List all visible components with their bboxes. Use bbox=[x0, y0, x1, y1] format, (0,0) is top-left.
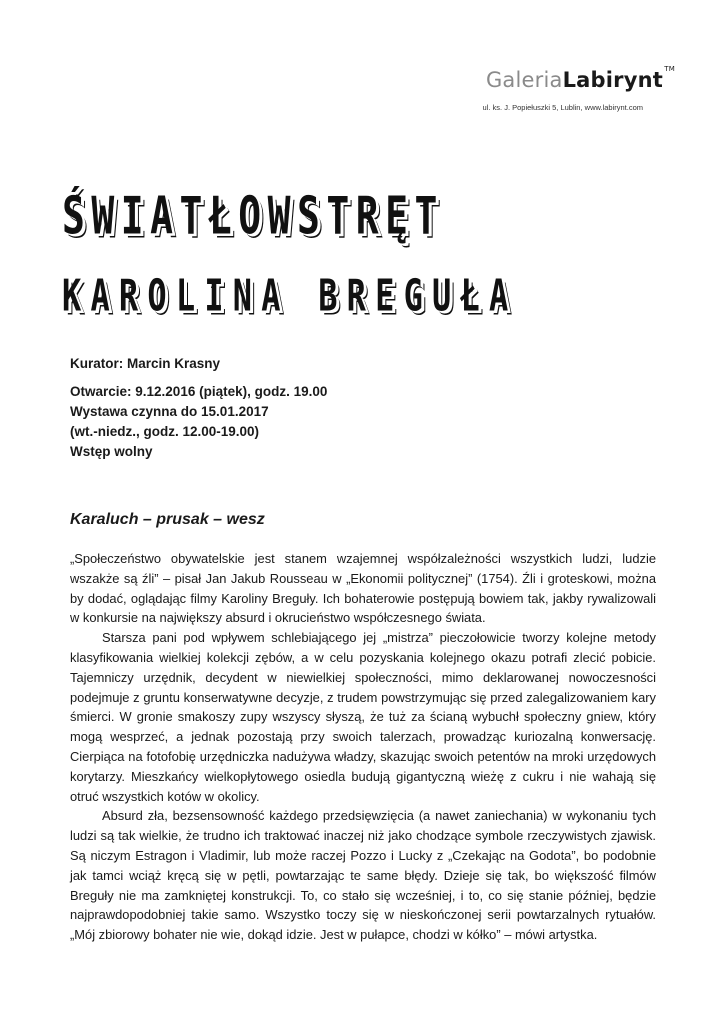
article-subtitle: Karaluch – prusak – wesz bbox=[70, 511, 265, 528]
open-until-line: Wystawa czynna do 15.01.2017 bbox=[70, 404, 269, 419]
admission-line: Wstęp wolny bbox=[70, 444, 153, 459]
gallery-address: ul. ks. J. Popiełuszki 5, Lublin, www.labirynt.com bbox=[482, 103, 643, 112]
trademark-sign: TM bbox=[664, 65, 675, 73]
info-spacer bbox=[70, 374, 327, 382]
article-body bbox=[70, 549, 656, 945]
exhibition-info bbox=[70, 354, 327, 462]
logo-text-labirynt: Labirynt bbox=[562, 68, 663, 92]
exhibition-title: ŚWIATŁOWSTRĘT bbox=[62, 186, 444, 246]
paragraph: Starsza pani pod wpływem schlebiającego jej „mistrza” pieczołowicie tworzy kolejne metody klasyfikowania wielkiej kolekcji zębów, a w celu pozyskania kolejnego okazu potrafi zlecić pobicie. Tajemniczy urzędnik, decydent w niewielkiej społeczności, mimo deklarowanej nowoczesności podejmuje z gruntu konserwatywne decyzje, z trudem powstrzymując się przed zalegalizowaniem kary śmierci. W gronie smakoszy zupy wszyscy słyszą, że tuż za ścianą wybuchł społeczny gniew, który mogą wesprzeć, a jednak pozostają przy swoich talerzach, prowadząc kuriozalną konwersację. Cierpiąca na fotofobię urzędniczka nadużywa władzy, skazując swoich petentów na mroki urzędowych korytarzy. Mieszkańcy wielkopłytowego osiedla budują gigantyczną wieżę z cukru i nie wahają się otruć wszystkich kotów w okolicy. bbox=[70, 630, 656, 804]
artist-name: KAROLINA BREGUŁA bbox=[62, 270, 518, 322]
gallery-logo bbox=[485, 65, 675, 92]
curator-line: Kurator: Marcin Krasny bbox=[70, 356, 221, 371]
paragraph: „Społeczeństwo obywatelskie jest stanem wzajemnej współzależności wszystkich ludzi, ludzie wszakże są źli” – pisał Jan Jakub Rousseau w „Ekonomii politycznej” (1754). Źli i groteskowi, można by dodać, oglądając filmy Karoliny Breguły. Ich bohaterowie postępują bowiem tak, jakby rywalizowali w konkursie na największy absurd i okrucieństwo współczesnego świata. bbox=[70, 551, 656, 626]
paragraph: Absurd zła, bezsensowność każdego przedsięwzięcia (a nawet zaniechania) w wykonaniu tych ludzi są tak wielkie, że trudno ich traktować inaczej niż jako chodzące symbole rzeczywistych zjawisk. Są niczym Estragon i Vladimir, lub może raczej Pozzo i Lucky z „Czekając na Godota”, bo podobnie jak tamci wciąż kręcą się w pętli, powtarzając te same błędy. Dzieje się tak, bo większość filmów Breguły nie ma zamkniętej konstrukcji. To, co stało się wcześniej, i to, co się stanie później, będzie najprawdopodobniej takie samo. Wszystko toczy się w nieskończonej serii powtarzalnych rytuałów. „Mój zbiorowy bohater nie wie, dokąd idzie. Jest w pułapce, chodzi w kółko” – mówi artystka. bbox=[70, 808, 656, 943]
opening-hours-line: (wt.-niedz., godz. 12.00-19.00) bbox=[70, 424, 260, 439]
opening-line: Otwarcie: 9.12.2016 (piątek), godz. 19.00 bbox=[70, 384, 328, 399]
logo-text-galeria: Galeria bbox=[485, 68, 563, 92]
